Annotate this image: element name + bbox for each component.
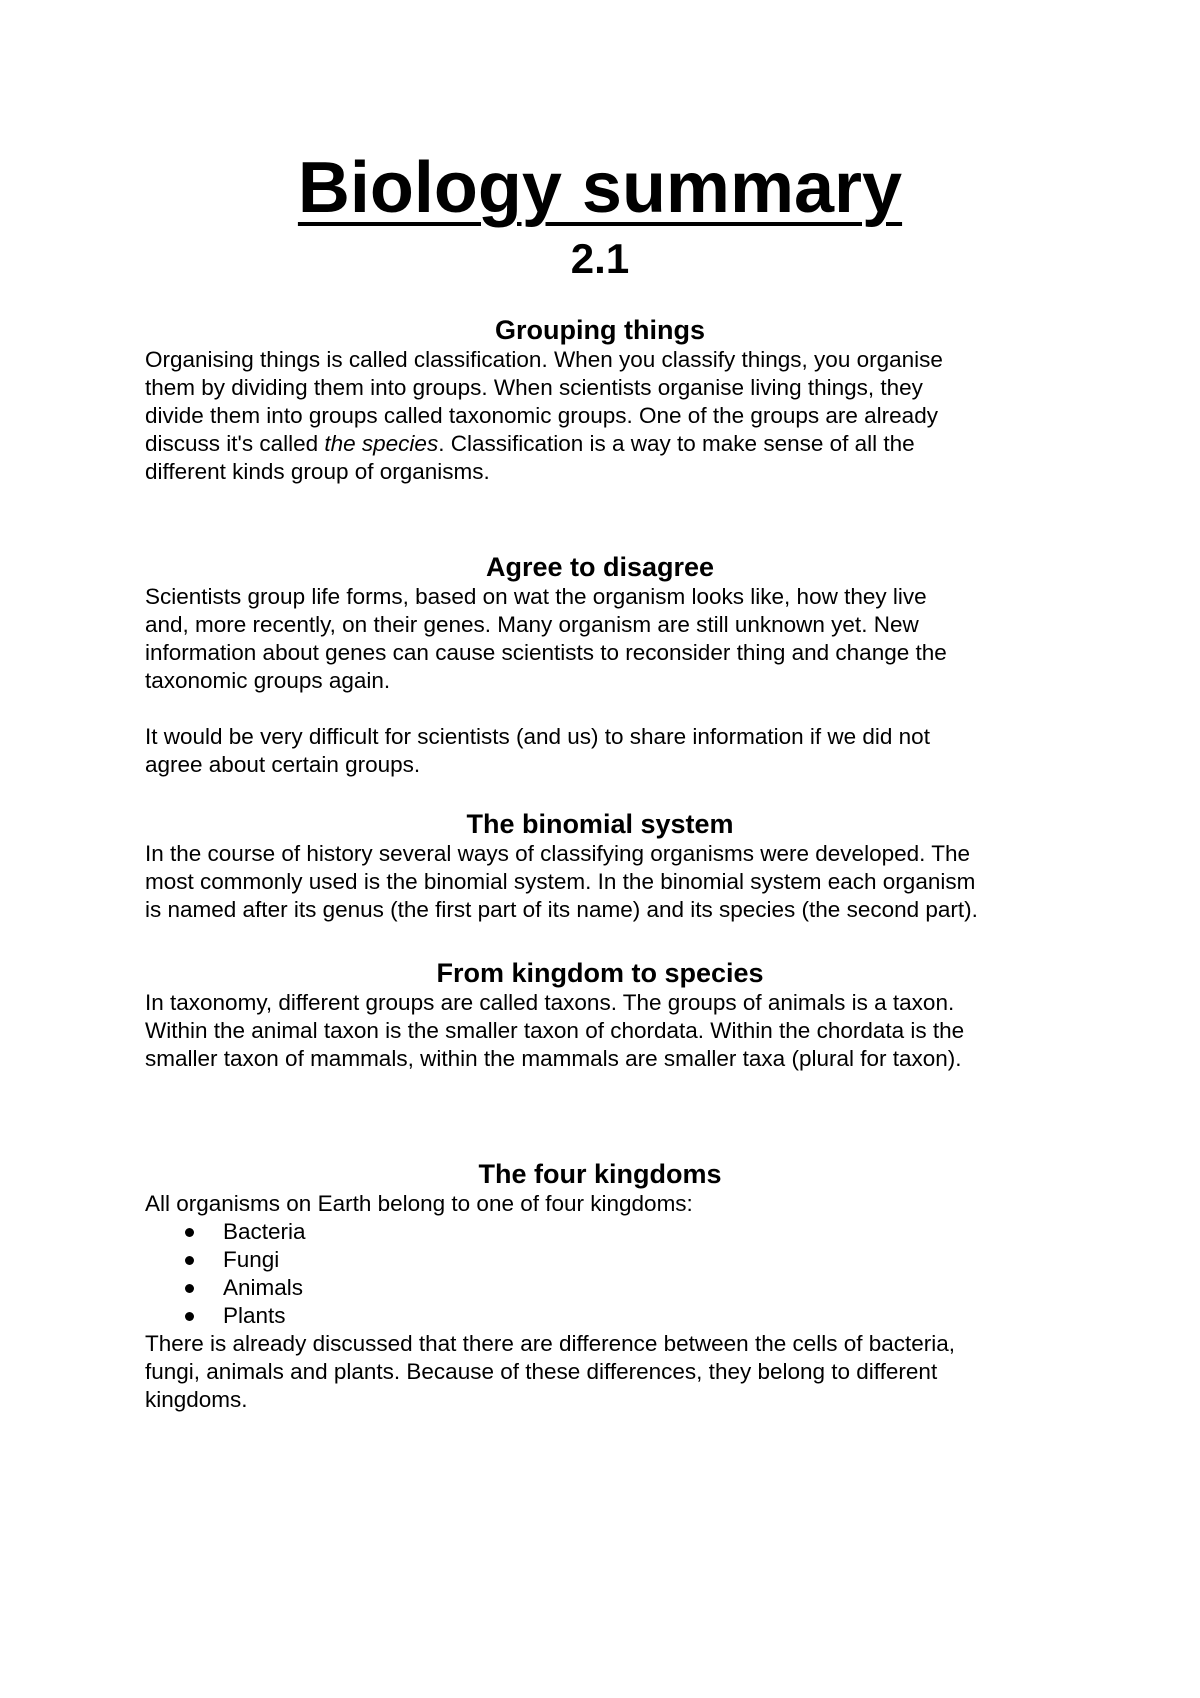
section-paragraph: In taxonomy, different groups are called taxons. The groups of animals is a taxon. Within the animal taxon is the smaller taxon of chordata. Within the chordata is the smaller taxon of mammals, within the mammals are smaller taxa (plural for taxon). (145, 990, 965, 1071)
section-paragraph: It would be very difficult for scientists (and us) to share information if we did not agree about certain groups. (145, 724, 930, 777)
list-item (185, 1246, 1075, 1274)
list-item (185, 1218, 1075, 1246)
bullet-icon (185, 1284, 194, 1293)
paragraph-text: discuss it's called (145, 431, 325, 456)
list-item-label: Fungi (223, 1247, 280, 1272)
italic-term: the species (324, 431, 439, 456)
document-subtitle: 2.1 (570, 235, 630, 282)
bullet-icon (185, 1312, 194, 1321)
section-four-kingdoms (145, 1158, 1075, 1414)
paragraph-line: them by dividing them into groups. When scientists organise living things, they (145, 375, 923, 400)
section-heading: Agree to disagree (485, 552, 715, 582)
kingdom-list (145, 1218, 1075, 1330)
section-intro: All organisms on Earth belong to one of four kingdoms: (145, 1191, 693, 1216)
list-item (185, 1274, 1075, 1302)
section-paragraph (145, 346, 1075, 486)
paragraph-text: . Classification is a way to make sense of all the (438, 431, 915, 456)
section-grouping-things (145, 314, 1075, 486)
list-item (185, 1302, 1075, 1330)
document-title: Biology summary (297, 148, 903, 228)
section-heading: The binomial system (466, 809, 734, 839)
list-item-label: Bacteria (223, 1219, 306, 1244)
bullet-icon (185, 1256, 194, 1265)
section-heading: Grouping things (495, 315, 705, 345)
section-paragraph: In the course of history several ways of classifying organisms were developed. The most commonly used is the binomial system. In the binomial system each organism is named after its genus (the first part of its name) and its species (the second part). (145, 841, 978, 922)
paragraph-line (145, 431, 915, 456)
paragraph-line: Organising things is called classification. When you classify things, you organise (145, 347, 943, 372)
list-item-label: Animals (223, 1275, 304, 1300)
section-agree-to-disagree (145, 551, 1075, 779)
section-paragraph: There is already discussed that there are difference between the cells of bacteria, fungi, animals and plants. Because of these differences, they belong to different kingdoms. (145, 1331, 956, 1412)
section-kingdom-to-species (145, 957, 1075, 1073)
section-binomial-system (145, 808, 1075, 924)
list-item-label: Plants (223, 1303, 286, 1328)
section-heading: From kingdom to species (436, 958, 764, 988)
bullet-icon (185, 1228, 194, 1237)
section-paragraph: Scientists group life forms, based on wat the organism looks like, how they live and, more recently, on their genes. Many organism are still unknown yet. New information about genes can cause scientists to reconsider thing and change the taxonomic groups again. (145, 584, 947, 693)
paragraph-line: different kinds group of organisms. (145, 459, 490, 484)
paragraph-line: divide them into groups called taxonomic groups. One of the groups are already (145, 403, 938, 428)
section-heading: The four kingdoms (478, 1159, 722, 1189)
